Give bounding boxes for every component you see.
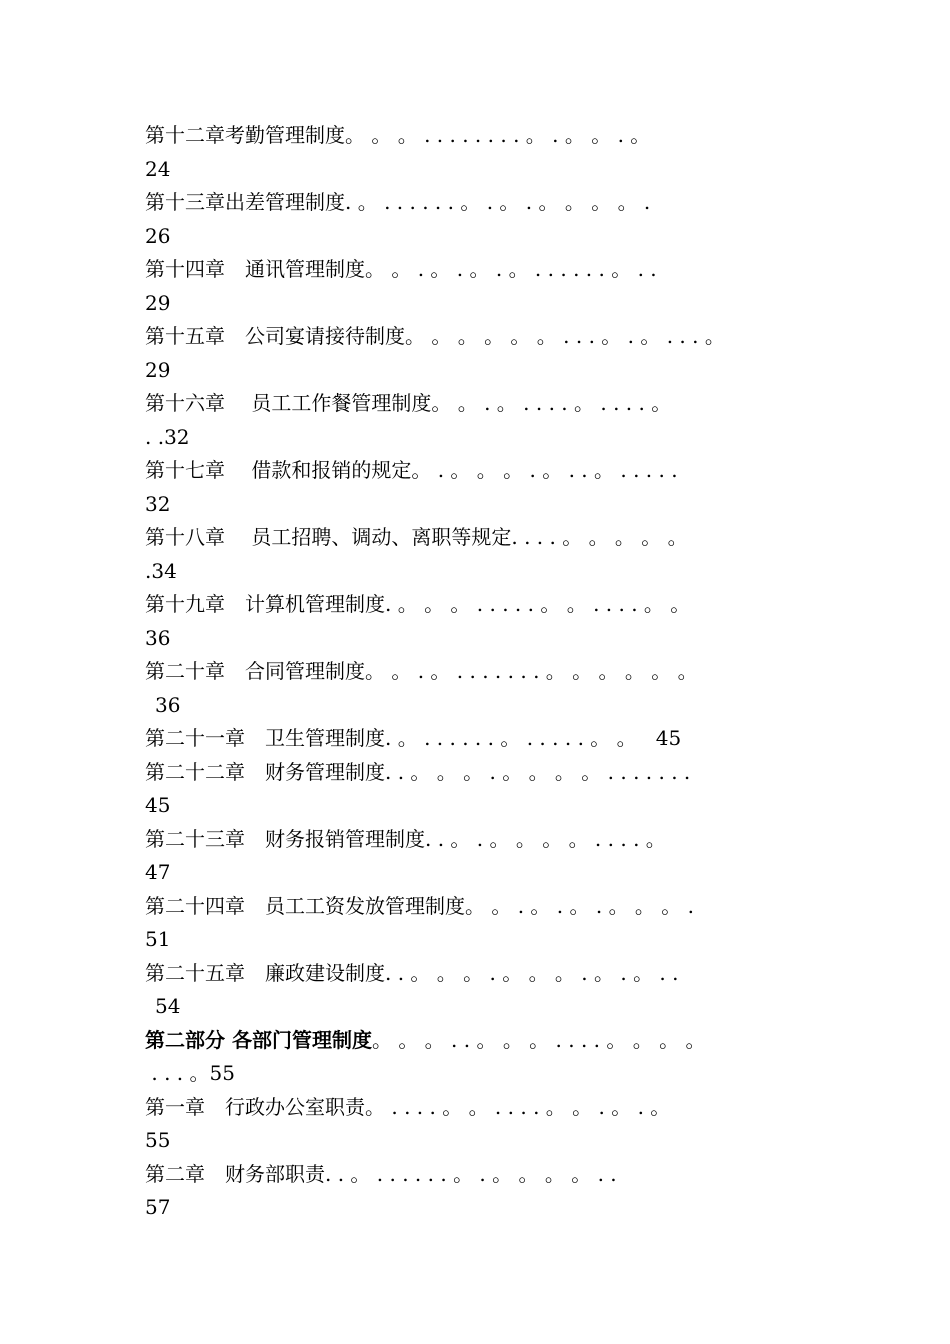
toc-entry bbox=[145, 756, 825, 823]
toc-entry bbox=[145, 320, 825, 387]
toc-leader: . . 。 . . . . . . 。 . 。 。 。 。 . . bbox=[325, 1161, 617, 1186]
toc-entry bbox=[145, 957, 825, 1024]
toc-page-number: 26 bbox=[145, 223, 171, 248]
toc-entry bbox=[145, 253, 825, 320]
toc-title: 第二十章 合同管理制度 bbox=[145, 659, 365, 683]
toc-entry bbox=[145, 119, 825, 186]
toc-leader: 。 。 。 。 。 。 . . . 。 . 。 . . . 。 bbox=[405, 324, 725, 348]
toc-page-number: 29 bbox=[145, 290, 171, 315]
toc-entry bbox=[145, 1091, 825, 1158]
toc-page-number: 36 bbox=[155, 692, 181, 717]
toc-leader: 。 。 . 。 . . . . 。 . . . . 。 bbox=[431, 391, 672, 415]
toc-page-number: 54 bbox=[155, 994, 181, 1018]
toc-leader: 。 。 . 。 . 。 . 。 。 。 . bbox=[465, 893, 695, 918]
toc-page-number: 51 bbox=[145, 927, 171, 951]
toc-title: 第十七章 借款和报销的规定 bbox=[145, 458, 412, 482]
toc-title: 第二十四章 员工工资发放管理制度 bbox=[145, 893, 465, 918]
toc-entry bbox=[145, 823, 825, 890]
toc-leader-continued: . . . 。 bbox=[145, 1061, 210, 1085]
toc-entry bbox=[145, 186, 825, 253]
toc-page-number: 32 bbox=[164, 424, 190, 449]
toc-page-number: 36 bbox=[145, 625, 171, 650]
toc-page-number: 45 bbox=[655, 726, 682, 750]
toc-entry bbox=[145, 521, 825, 588]
toc-entry bbox=[145, 588, 825, 655]
toc-leader-continued: . bbox=[145, 558, 152, 583]
toc-title: 第十二章考勤管理制度 bbox=[145, 123, 345, 147]
toc-page-number: 29 bbox=[145, 357, 171, 382]
toc-page-number: 47 bbox=[145, 860, 171, 884]
toc-title: 第二十三章 财务报销管理制度 bbox=[145, 826, 425, 851]
toc-page-number: 34 bbox=[151, 558, 177, 583]
toc-page-number: 32 bbox=[145, 491, 171, 516]
toc-title: 第十九章 计算机管理制度 bbox=[145, 592, 385, 616]
toc-entry bbox=[145, 387, 825, 454]
toc-leader: . . 。 。 。 . 。 。 。 。 . . . . . . . bbox=[385, 759, 691, 784]
toc-page-number: 55 bbox=[209, 1061, 235, 1085]
toc-leader-continued: . . bbox=[145, 424, 165, 449]
toc-entry bbox=[145, 655, 825, 722]
toc-title: 第二十五章 廉政建设制度 bbox=[145, 960, 385, 985]
toc-leader: . . . . 。 。 。 。 。 bbox=[511, 525, 688, 549]
toc-leader: 。 . 。 。 。 . 。 . . 。 . . . . . bbox=[411, 458, 678, 482]
toc-leader: 。 。 . 。 . . . . . . . 。 。 。 。 。 。 bbox=[365, 659, 698, 683]
toc-leader: . 。 . . . . . . 。 . . . . . 。 。 bbox=[385, 726, 637, 750]
table-of-contents bbox=[145, 119, 825, 1225]
toc-leader: 。 。 。 . . . . . . . . 。 . 。 。 . 。 bbox=[345, 123, 651, 147]
toc-leader: 。 。 。 . . 。 。 。 . . . . 。 。 。 。 bbox=[371, 1027, 706, 1052]
toc-entry bbox=[145, 454, 825, 521]
toc-entry bbox=[145, 722, 825, 756]
toc-title: 第一章 行政办公室职责 bbox=[145, 1094, 365, 1119]
toc-leader: . 。 . . . . . . 。 . 。 . 。 。 。 。 . bbox=[345, 190, 651, 214]
toc-title: 第二章 财务部职责 bbox=[145, 1161, 325, 1186]
toc-page-number: 24 bbox=[145, 156, 171, 181]
toc-title: 第十六章 员工工作餐管理制度 bbox=[145, 391, 432, 415]
toc-entry bbox=[145, 1158, 825, 1225]
toc-page-number: 55 bbox=[145, 1128, 171, 1152]
toc-title: 第十四章 通讯管理制度 bbox=[145, 257, 365, 281]
toc-leader: 。 . . . . 。 。 . . . . 。 。 . 。 . 。 bbox=[365, 1094, 671, 1119]
toc-page-number: 57 bbox=[145, 1195, 171, 1219]
toc-part-entry bbox=[145, 1024, 825, 1091]
toc-leader: . 。 。 。 . . . . . 。 。 . . . . 。 。 bbox=[385, 592, 691, 616]
toc-title: 第二十一章 卫生管理制度 bbox=[145, 726, 385, 750]
toc-leader: . . 。 。 。 . 。 。 。 . 。 . 。 . . bbox=[385, 960, 679, 985]
toc-page-number: 45 bbox=[145, 793, 171, 817]
toc-title: 第十五章 公司宴请接待制度 bbox=[145, 324, 405, 348]
toc-leader: . . 。 . 。 。 。 。 . . . . 。 bbox=[425, 826, 666, 851]
toc-title: 第二十二章 财务管理制度 bbox=[145, 759, 385, 784]
toc-entry bbox=[145, 890, 825, 957]
toc-leader: 。 。 . 。 . 。 . 。 . . . . . . 。 . . bbox=[365, 257, 657, 281]
toc-title: 第十八章 员工招聘、调动、离职等规定 bbox=[145, 525, 512, 549]
toc-title: 第十三章出差管理制度 bbox=[145, 190, 345, 214]
toc-title: 第二部分 各部门管理制度 bbox=[145, 1027, 372, 1052]
